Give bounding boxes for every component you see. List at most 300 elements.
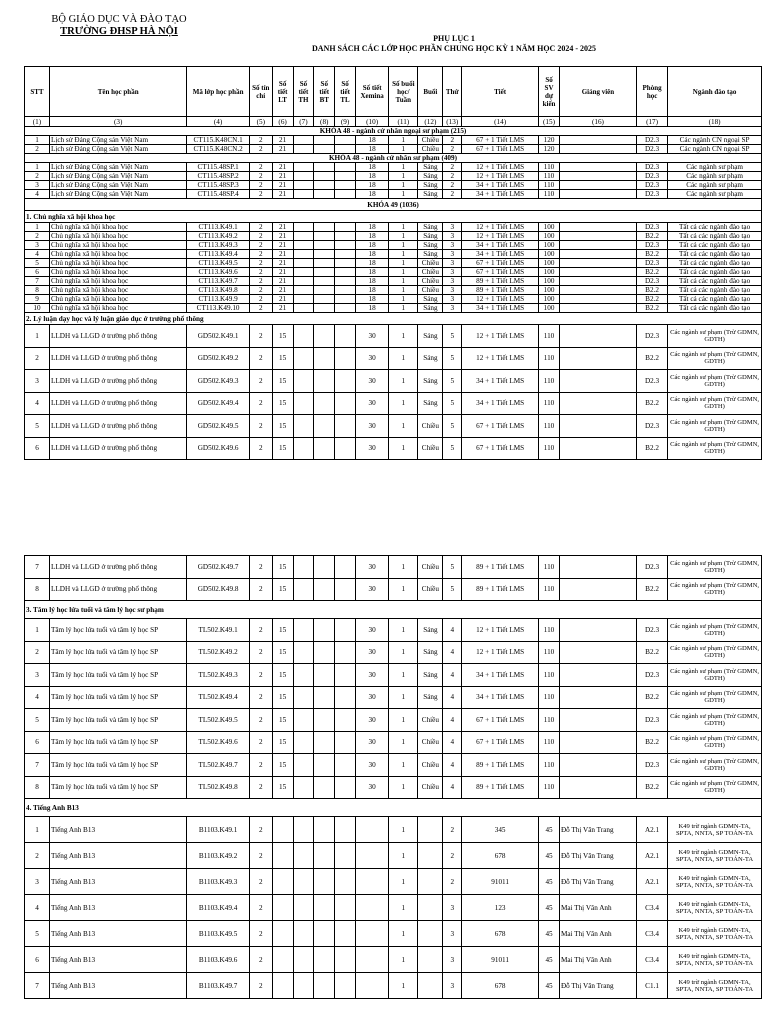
table-cell xyxy=(335,415,356,438)
table-cell: 2 xyxy=(249,190,272,199)
table-cell xyxy=(335,437,356,460)
table-cell xyxy=(335,641,356,664)
table-cell: Các ngành sư phạm (Trừ GDMN, GDTH) xyxy=(668,776,762,799)
table-cell xyxy=(559,347,636,370)
table-cell: Chủ nghĩa xã hội khoa học xyxy=(49,223,186,232)
table-cell: Đỗ Thị Vân Trang xyxy=(559,869,636,895)
table-cell: K49 trừ ngành GDMN-TA, SPTA, NNTA, SP TOÁN-TA xyxy=(668,869,762,895)
table-cell: K49 trừ ngành GDMN-TA, SPTA, NNTA, SP TOÁN-TA xyxy=(668,947,762,973)
table-cell xyxy=(293,325,314,348)
table-cell: 3 xyxy=(443,921,462,947)
table-cell: 18 xyxy=(355,259,388,268)
table-cell: 1 xyxy=(25,223,50,232)
table-cell: 2 xyxy=(249,921,272,947)
table-cell: 89 + 1 Tiết LMS xyxy=(462,286,539,295)
column-header: Số tiết TH xyxy=(293,67,314,117)
table-cell xyxy=(293,921,314,947)
table-cell: TL502.K49.6 xyxy=(187,731,249,754)
table-cell: 3 xyxy=(443,241,462,250)
table-row xyxy=(25,921,762,947)
table-cell xyxy=(293,686,314,709)
table-cell: 3 xyxy=(443,223,462,232)
table-cell: 67 + 1 Tiết LMS xyxy=(462,268,539,277)
table-cell: A2.1 xyxy=(636,817,667,843)
table-cell: GD502.K49.7 xyxy=(187,556,249,579)
table-cell xyxy=(559,145,636,154)
table-cell xyxy=(335,895,356,921)
table-cell: 1 xyxy=(389,347,418,370)
table-cell: 12 + 1 Tiết LMS xyxy=(462,619,539,642)
table-cell: 4 xyxy=(25,250,50,259)
table-cell: D2.3 xyxy=(636,277,667,286)
table-cell xyxy=(559,223,636,232)
table-cell: GD502.K49.1 xyxy=(187,325,249,348)
table-row xyxy=(25,869,762,895)
column-index: (15) xyxy=(539,117,560,127)
table-cell: 1 xyxy=(389,370,418,393)
table-cell xyxy=(335,921,356,947)
table-cell: 1 xyxy=(389,437,418,460)
table-cell: 2 xyxy=(249,250,272,259)
table-cell xyxy=(314,709,335,732)
table-cell: 1 xyxy=(389,619,418,642)
table-cell: 2 xyxy=(249,268,272,277)
table-cell: 15 xyxy=(272,415,293,438)
table-cell: CT113.K49.10 xyxy=(187,304,249,313)
table-cell: D2.3 xyxy=(636,241,667,250)
table-cell xyxy=(314,973,335,999)
table-cell xyxy=(335,232,356,241)
table-cell xyxy=(559,709,636,732)
group-label: KHÓA 48 - ngành cử nhân sư phạm (409) xyxy=(25,154,762,163)
table-cell xyxy=(355,973,388,999)
table-cell xyxy=(335,578,356,601)
table-row xyxy=(25,973,762,999)
table-cell: Tâm lý học lứa tuổi và tâm lý học SP xyxy=(49,619,186,642)
table-cell: Sáng xyxy=(418,181,443,190)
table-cell: 9 xyxy=(25,295,50,304)
table-cell: 18 xyxy=(355,190,388,199)
table-cell: Tất cả các ngành đào tạo xyxy=(668,223,762,232)
table-cell: 1 xyxy=(389,163,418,172)
table-cell: C1.1 xyxy=(636,973,667,999)
column-header: Ngành đào tạo xyxy=(668,67,762,117)
table-cell: Tâm lý học lứa tuổi và tâm lý học SP xyxy=(49,731,186,754)
table-cell xyxy=(559,556,636,579)
table-cell: 1 xyxy=(389,295,418,304)
table-cell xyxy=(335,754,356,777)
table-row xyxy=(25,347,762,370)
table-cell xyxy=(314,136,335,145)
table-cell: Sáng xyxy=(418,325,443,348)
table-cell: 45 xyxy=(539,843,560,869)
table-cell xyxy=(293,190,314,199)
table-cell: 15 xyxy=(272,437,293,460)
table-cell: D2.3 xyxy=(636,190,667,199)
table-cell: 3 xyxy=(25,664,50,687)
table-cell: 3 xyxy=(443,232,462,241)
table-row xyxy=(25,776,762,799)
table-cell: 5 xyxy=(443,325,462,348)
table-cell: LLDH và LLGD ở trường phổ thông xyxy=(49,556,186,579)
table-cell: 67 + 1 Tiết LMS xyxy=(462,415,539,438)
table-cell xyxy=(314,370,335,393)
table-cell: Sáng xyxy=(418,392,443,415)
table-cell: 1 xyxy=(389,325,418,348)
table-cell xyxy=(293,869,314,895)
table-cell: Tiếng Anh B13 xyxy=(49,843,186,869)
document-title-block xyxy=(180,34,728,54)
table-cell: Mai Thị Vân Anh xyxy=(559,921,636,947)
table-cell: 2 xyxy=(443,136,462,145)
table-cell: Các ngành sư phạm (Trừ GDMN, GDTH) xyxy=(668,731,762,754)
table-cell: 45 xyxy=(539,817,560,843)
table-cell: 15 xyxy=(272,731,293,754)
table-cell: 18 xyxy=(355,232,388,241)
column-index: (3) xyxy=(49,117,186,127)
table-row xyxy=(25,731,762,754)
table-cell: 100 xyxy=(539,232,560,241)
table-cell: 2 xyxy=(25,347,50,370)
table-cell: 2 xyxy=(25,641,50,664)
table-cell: B1103.K49.4 xyxy=(187,895,249,921)
table-cell: 1 xyxy=(389,250,418,259)
table-row xyxy=(25,145,762,154)
table-cell: 100 xyxy=(539,304,560,313)
table-cell: B2.2 xyxy=(636,304,667,313)
table-cell: 8 xyxy=(25,578,50,601)
table-cell: B1103.K49.1 xyxy=(187,817,249,843)
table-cell: Các ngành sư phạm (Trừ GDMN, GDTH) xyxy=(668,325,762,348)
table-cell: 67 + 1 Tiết LMS xyxy=(462,731,539,754)
table-cell: Sáng xyxy=(418,172,443,181)
table-cell: 110 xyxy=(539,664,560,687)
table-cell: Chiều xyxy=(418,709,443,732)
table-cell: 30 xyxy=(355,415,388,438)
table-cell: Chủ nghĩa xã hội khoa học xyxy=(49,286,186,295)
table-cell: 89 + 1 Tiết LMS xyxy=(462,578,539,601)
table-cell xyxy=(335,190,356,199)
table-cell xyxy=(314,641,335,664)
table-cell xyxy=(335,973,356,999)
table-cell xyxy=(314,250,335,259)
table-cell: TL502.K49.3 xyxy=(187,664,249,687)
table-cell: 1 xyxy=(389,664,418,687)
table-cell: 6 xyxy=(25,731,50,754)
table-cell: Lịch sử Đảng Cộng sản Việt Nam xyxy=(49,172,186,181)
table-cell: Chủ nghĩa xã hội khoa học xyxy=(49,304,186,313)
table-cell xyxy=(293,709,314,732)
table-cell: Sáng xyxy=(418,295,443,304)
table-cell: Chủ nghĩa xã hội khoa học xyxy=(49,295,186,304)
table-cell: 100 xyxy=(539,295,560,304)
table-cell xyxy=(335,241,356,250)
table-cell: 2 xyxy=(249,325,272,348)
table-cell xyxy=(272,947,293,973)
group-label: 1. Chủ nghĩa xã hội khoa học xyxy=(25,211,762,223)
table-cell: LLDH và LLGD ở trường phổ thông xyxy=(49,347,186,370)
table-row xyxy=(25,817,762,843)
table-cell: 110 xyxy=(539,181,560,190)
table-cell: B1103.K49.5 xyxy=(187,921,249,947)
table-cell: 18 xyxy=(355,304,388,313)
table-row xyxy=(25,232,762,241)
table-row xyxy=(25,556,762,579)
table-cell: 2 xyxy=(249,259,272,268)
table-cell: Chiều xyxy=(418,437,443,460)
table-cell: 89 + 1 Tiết LMS xyxy=(462,754,539,777)
table-cell: 2 xyxy=(249,304,272,313)
table-cell: 15 xyxy=(272,392,293,415)
column-index: (16) xyxy=(559,117,636,127)
table-cell: 1 xyxy=(389,181,418,190)
table-cell: 2 xyxy=(249,556,272,579)
table-cell: 1 xyxy=(389,895,418,921)
table-cell: Các ngành sư phạm (Trừ GDMN, GDTH) xyxy=(668,370,762,393)
table-cell: Sáng xyxy=(418,347,443,370)
table-cell: Sáng xyxy=(418,370,443,393)
table-cell xyxy=(314,686,335,709)
table-cell xyxy=(293,223,314,232)
table-row xyxy=(25,295,762,304)
table-cell xyxy=(418,973,443,999)
table-cell: 30 xyxy=(355,370,388,393)
table-cell: Các ngành sư phạm (Trừ GDMN, GDTH) xyxy=(668,392,762,415)
table-cell: 100 xyxy=(539,268,560,277)
table-cell: D2.3 xyxy=(636,619,667,642)
table-cell xyxy=(355,947,388,973)
table-cell: 21 xyxy=(272,241,293,250)
table-cell: 2 xyxy=(249,754,272,777)
table-cell xyxy=(335,843,356,869)
table-cell: 5 xyxy=(25,921,50,947)
column-header: Số buổi học/ Tuần xyxy=(389,67,418,117)
table-cell: Tất cả các ngành đào tạo xyxy=(668,295,762,304)
column-index: (17) xyxy=(636,117,667,127)
table-cell: 110 xyxy=(539,556,560,579)
table-cell xyxy=(335,268,356,277)
table-cell xyxy=(293,268,314,277)
table-cell xyxy=(335,347,356,370)
table-cell: 30 xyxy=(355,392,388,415)
table-cell: TL502.K49.4 xyxy=(187,686,249,709)
table-cell: 7 xyxy=(25,754,50,777)
table-cell: 34 + 1 Tiết LMS xyxy=(462,686,539,709)
table-cell: 110 xyxy=(539,619,560,642)
table-cell: Tiếng Anh B13 xyxy=(49,973,186,999)
table-cell: 89 + 1 Tiết LMS xyxy=(462,277,539,286)
table-cell: GD502.K49.6 xyxy=(187,437,249,460)
table-cell: 1 xyxy=(389,277,418,286)
table-cell: 4 xyxy=(443,709,462,732)
table-cell: 21 xyxy=(272,145,293,154)
table-cell: 110 xyxy=(539,754,560,777)
table-cell xyxy=(314,325,335,348)
table-cell: CT115.48SP.2 xyxy=(187,172,249,181)
column-index: (14) xyxy=(462,117,539,127)
table-cell: 3 xyxy=(443,268,462,277)
group-label: KHÓA 49 (1036) xyxy=(25,199,762,211)
table-cell: Chiều xyxy=(418,286,443,295)
table-cell xyxy=(293,181,314,190)
table-cell: 1 xyxy=(389,709,418,732)
table-cell xyxy=(559,776,636,799)
table-cell: 18 xyxy=(355,295,388,304)
table-row xyxy=(25,325,762,348)
table-cell: 3 xyxy=(443,286,462,295)
table-row xyxy=(25,223,762,232)
table-cell: 67 + 1 Tiết LMS xyxy=(462,709,539,732)
table-cell: 4 xyxy=(443,776,462,799)
table-cell: 3 xyxy=(443,947,462,973)
table-cell: 34 + 1 Tiết LMS xyxy=(462,241,539,250)
table-cell: TL502.K49.7 xyxy=(187,754,249,777)
table-cell xyxy=(559,641,636,664)
table-cell xyxy=(335,181,356,190)
table-cell: 1 xyxy=(25,817,50,843)
table-cell: 45 xyxy=(539,869,560,895)
table-cell: 18 xyxy=(355,241,388,250)
table-cell: 5 xyxy=(25,259,50,268)
table-cell: 2 xyxy=(249,731,272,754)
table-cell: 15 xyxy=(272,664,293,687)
table-cell: Chiều xyxy=(418,268,443,277)
table-cell: Chủ nghĩa xã hội khoa học xyxy=(49,268,186,277)
table-cell: 45 xyxy=(539,947,560,973)
table-cell xyxy=(314,921,335,947)
table-cell: B1103.K49.3 xyxy=(187,869,249,895)
table-cell: 110 xyxy=(539,578,560,601)
table-cell xyxy=(272,843,293,869)
table-cell: Lịch sử Đảng Cộng sản Việt Nam xyxy=(49,190,186,199)
table-cell: 4 xyxy=(443,754,462,777)
table-cell: 110 xyxy=(539,190,560,199)
table-row xyxy=(25,259,762,268)
table-cell: Các ngành sư phạm (Trừ GDMN, GDTH) xyxy=(668,641,762,664)
table-cell xyxy=(314,223,335,232)
table-cell: Sáng xyxy=(418,223,443,232)
table-row xyxy=(25,277,762,286)
column-header: Mã lớp học phần xyxy=(187,67,249,117)
table-cell: Sáng xyxy=(418,190,443,199)
table-cell: 1 xyxy=(25,136,50,145)
table-cell xyxy=(272,921,293,947)
table-row xyxy=(25,268,762,277)
table-cell xyxy=(293,973,314,999)
table-cell: 4 xyxy=(443,619,462,642)
table-row xyxy=(25,895,762,921)
table-cell xyxy=(314,232,335,241)
table-cell: D2.3 xyxy=(636,370,667,393)
table-cell: 110 xyxy=(539,370,560,393)
table-cell: 1 xyxy=(389,268,418,277)
table-cell: 21 xyxy=(272,259,293,268)
table-cell: B2.2 xyxy=(636,347,667,370)
table-cell: 110 xyxy=(539,163,560,172)
table-cell: 3 xyxy=(443,277,462,286)
table-cell: 30 xyxy=(355,556,388,579)
table-cell: 2 xyxy=(25,145,50,154)
table-cell: 7 xyxy=(25,277,50,286)
table-cell: 34 + 1 Tiết LMS xyxy=(462,304,539,313)
table-cell: 2 xyxy=(249,578,272,601)
table-cell: B1103.K49.7 xyxy=(187,973,249,999)
table-cell: 30 xyxy=(355,437,388,460)
table-cell: CT113.K49.8 xyxy=(187,286,249,295)
class-list-table-page-2 xyxy=(24,555,762,999)
table-cell: 1 xyxy=(389,286,418,295)
column-header: Thứ xyxy=(443,67,462,117)
group-row xyxy=(25,127,762,136)
table-cell: 30 xyxy=(355,578,388,601)
table-cell: TL502.K49.1 xyxy=(187,619,249,642)
table-cell xyxy=(314,415,335,438)
table-cell: 2 xyxy=(249,437,272,460)
table-cell xyxy=(314,731,335,754)
table-cell: 2 xyxy=(249,241,272,250)
table-cell: B1103.K49.2 xyxy=(187,843,249,869)
table-cell: 2 xyxy=(249,415,272,438)
table-cell: 1 xyxy=(389,223,418,232)
school-name: TRƯỜNG ĐHSP HÀ NỘI xyxy=(60,26,178,37)
table-cell xyxy=(293,754,314,777)
table-cell xyxy=(335,731,356,754)
table-cell: 2 xyxy=(249,295,272,304)
table-cell xyxy=(335,136,356,145)
table-cell: 18 xyxy=(355,250,388,259)
table-cell: 4 xyxy=(25,392,50,415)
table-cell xyxy=(335,686,356,709)
table-row xyxy=(25,181,762,190)
table-cell xyxy=(293,163,314,172)
table-cell: 1 xyxy=(389,921,418,947)
table-cell: 1 xyxy=(389,232,418,241)
table-cell xyxy=(559,437,636,460)
table-cell: GD502.K49.4 xyxy=(187,392,249,415)
table-cell: 34 + 1 Tiết LMS xyxy=(462,370,539,393)
table-cell: 1 xyxy=(389,259,418,268)
table-cell: 120 xyxy=(539,145,560,154)
table-cell: K49 trừ ngành GDMN-TA, SPTA, NNTA, SP TOÁN-TA xyxy=(668,895,762,921)
table-cell xyxy=(293,437,314,460)
table-cell xyxy=(559,232,636,241)
table-cell: Các ngành sư phạm (Trừ GDMN, GDTH) xyxy=(668,754,762,777)
table-cell: D2.3 xyxy=(636,415,667,438)
table-cell xyxy=(314,947,335,973)
table-cell xyxy=(293,172,314,181)
table-cell: D2.3 xyxy=(636,664,667,687)
table-cell xyxy=(335,295,356,304)
table-cell xyxy=(418,817,443,843)
table-cell: Đỗ Thị Vân Trang xyxy=(559,973,636,999)
table-cell: 45 xyxy=(539,973,560,999)
table-cell: 30 xyxy=(355,731,388,754)
table-cell: 2 xyxy=(249,163,272,172)
table-cell: 110 xyxy=(539,776,560,799)
table-cell: 6 xyxy=(25,268,50,277)
table-cell: 21 xyxy=(272,232,293,241)
column-index: (6) xyxy=(272,117,293,127)
table-cell xyxy=(293,947,314,973)
table-row xyxy=(25,172,762,181)
table-cell: Tất cả các ngành đào tạo xyxy=(668,286,762,295)
table-cell: 10 xyxy=(25,304,50,313)
table-cell: 15 xyxy=(272,325,293,348)
table-cell xyxy=(559,754,636,777)
table-cell: 18 xyxy=(355,223,388,232)
table-cell: 12 + 1 Tiết LMS xyxy=(462,641,539,664)
table-cell: 2 xyxy=(249,641,272,664)
